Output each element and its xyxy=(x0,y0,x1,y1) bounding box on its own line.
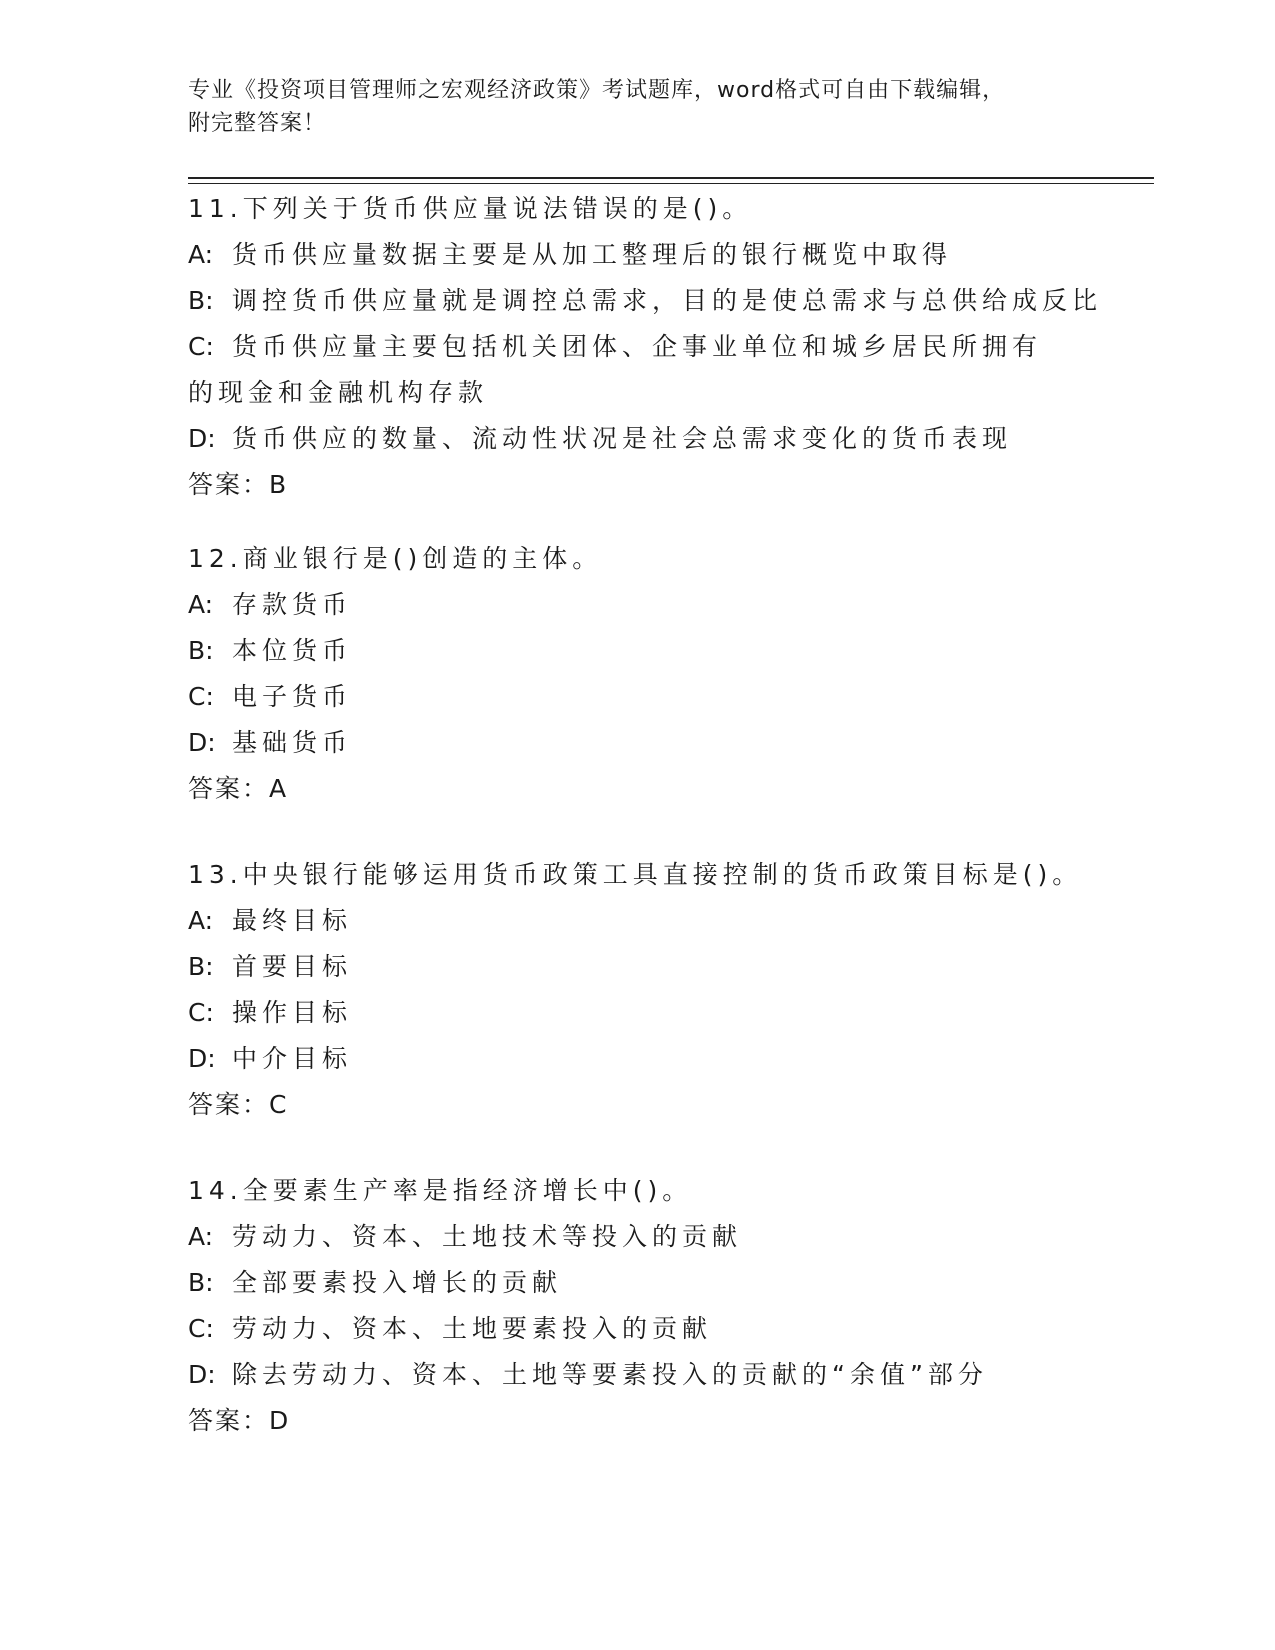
answer-label: 答案： xyxy=(188,1090,270,1119)
question-stem xyxy=(188,186,1088,232)
option-key: B: xyxy=(188,636,214,665)
option-d xyxy=(188,1352,1088,1398)
question-stem xyxy=(188,852,1088,898)
option-text: 除去劳动力、资本、土地等要素投入的贡献的“余值”部分 xyxy=(232,1360,988,1389)
option-key: D: xyxy=(188,1044,216,1073)
question-number: 12. xyxy=(188,544,243,573)
option-key: C: xyxy=(188,1314,214,1343)
option-d xyxy=(188,720,1088,766)
option-key: D: xyxy=(188,1360,216,1389)
question-12 xyxy=(188,536,1088,812)
header-line-1: 专业《投资项目管理师之宏观经济政策》考试题库，word格式可自由下载编辑， xyxy=(188,78,1006,103)
question-text: 商业银行是()创造的主体。 xyxy=(242,544,603,573)
option-text: 全部要素投入增长的贡献 xyxy=(232,1268,563,1297)
question-14 xyxy=(188,1168,1088,1444)
option-text: 存款货币 xyxy=(232,590,353,619)
question-number: 13. xyxy=(188,860,243,889)
option-key: A: xyxy=(188,240,214,269)
option-text: 电子货币 xyxy=(232,682,353,711)
option-text: 中介目标 xyxy=(232,1044,353,1073)
option-text: 货币供应量数据主要是从加工整理后的银行概览中取得 xyxy=(232,240,953,269)
option-c xyxy=(188,674,1088,720)
document-header xyxy=(188,74,1068,140)
header-divider-thick xyxy=(188,177,1154,179)
option-b xyxy=(188,1260,1088,1306)
option-key: A: xyxy=(188,906,214,935)
option-key: C: xyxy=(188,682,214,711)
option-b xyxy=(188,944,1088,990)
answer-line xyxy=(188,766,1088,812)
answer-line xyxy=(188,1082,1088,1128)
answer-label: 答案： xyxy=(188,1406,270,1435)
answer-value: A xyxy=(269,774,287,803)
answer-label: 答案： xyxy=(188,470,270,499)
option-c xyxy=(188,990,1088,1036)
answer-line xyxy=(188,1398,1088,1444)
option-c xyxy=(188,1306,1088,1352)
question-number: 14. xyxy=(188,1176,243,1205)
option-text: 调控货币供应量就是调控总需求，目的是使总需求与总供给成反比 xyxy=(232,286,1103,315)
option-key: C: xyxy=(188,998,214,1027)
option-key: B: xyxy=(188,286,214,315)
option-text: 操作目标 xyxy=(232,998,353,1027)
answer-value: C xyxy=(269,1090,287,1119)
answer-value: D xyxy=(269,1406,289,1435)
question-stem xyxy=(188,536,1088,582)
question-text: 中央银行能够运用货币政策工具直接控制的货币政策目标是()。 xyxy=(242,860,1083,889)
option-key: B: xyxy=(188,1268,214,1297)
option-text: 首要目标 xyxy=(232,952,353,981)
option-text: 劳动力、资本、土地技术等投入的贡献 xyxy=(232,1222,743,1251)
question-13 xyxy=(188,852,1088,1128)
option-b xyxy=(188,628,1088,674)
option-text: 本位货币 xyxy=(232,636,353,665)
header-divider-thin xyxy=(188,183,1154,184)
option-key: B: xyxy=(188,952,214,981)
option-d xyxy=(188,416,1088,462)
option-key: C: xyxy=(188,332,214,361)
option-key: D: xyxy=(188,728,216,757)
answer-value: B xyxy=(269,470,287,499)
question-number: 11. xyxy=(188,194,243,223)
question-text: 下列关于货币供应量说法错误的是()。 xyxy=(242,194,753,223)
option-key: A: xyxy=(188,590,214,619)
question-11 xyxy=(188,186,1103,508)
header-line-2: 附完整答案！ xyxy=(188,111,327,136)
option-text: 最终目标 xyxy=(232,906,353,935)
answer-label: 答案： xyxy=(188,774,270,803)
option-key: A: xyxy=(188,1222,214,1251)
answer-line xyxy=(188,462,1088,508)
question-stem xyxy=(188,1168,1088,1214)
option-key: D: xyxy=(188,424,216,453)
option-text: 货币供应的数量、流动性状况是社会总需求变化的货币表现 xyxy=(232,424,1013,453)
option-text: 劳动力、资本、土地要素投入的贡献 xyxy=(232,1314,713,1343)
option-c xyxy=(188,324,1068,416)
option-a xyxy=(188,582,1088,628)
option-a xyxy=(188,898,1088,944)
question-text: 全要素生产率是指经济增长中()。 xyxy=(242,1176,693,1205)
option-text: 货币供应量主要包括机关团体、企事业单位和城乡居民所拥有的现金和金融机构存款 xyxy=(188,332,1043,407)
option-text: 基础货币 xyxy=(232,728,353,757)
option-d xyxy=(188,1036,1088,1082)
option-a xyxy=(188,1214,1088,1260)
option-a xyxy=(188,232,1088,278)
option-b xyxy=(188,278,1103,324)
